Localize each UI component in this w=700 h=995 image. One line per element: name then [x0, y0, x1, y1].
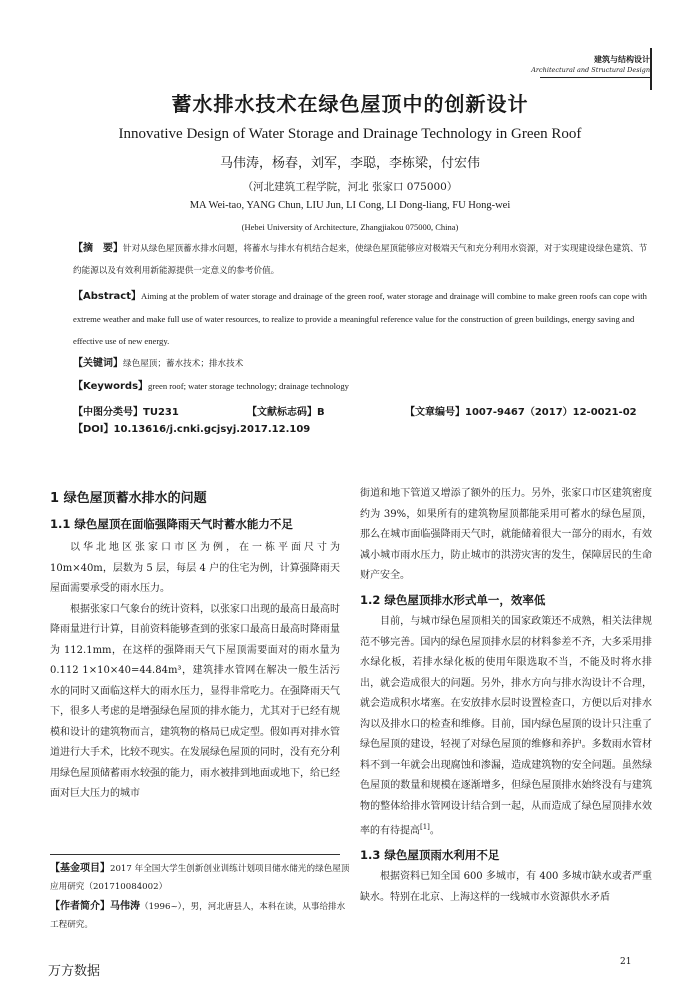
right-column	[360, 484, 652, 908]
keywords-cn-text: 绿色屋顶；蓄水技术；排水技术	[123, 359, 244, 369]
keywords-en	[73, 375, 655, 398]
keywords-en-text: green roof; water storage technology; drainage technology	[148, 381, 349, 391]
section-1-3-heading: 1.3 绿色屋顶雨水利用不足	[360, 847, 500, 862]
clc-code: 【中图分类号】TU231	[73, 407, 179, 418]
paragraph	[360, 612, 652, 842]
fund-text: 2017 年全国大学生创新创业训练计划项目储水储光的绿色屋顶应用研究（201710084002）	[50, 864, 350, 892]
author-text: （1996~），男，河北唐县人，本科在读，从事给排水工程研究。	[50, 902, 346, 930]
abstract-en-label: 【Abstract】	[73, 291, 142, 302]
citation-ref[interactable]: [1]	[420, 823, 430, 831]
paragraph: 以华北地区张家口市区为例，在一栋平面尺寸为 10m×40m，层数为 5 层，每层 4 户的住宅为例，计算强降雨天屋面需要承受的雨水压力。	[50, 542, 340, 594]
abstract-cn-label: 【摘 要】	[73, 243, 123, 254]
abstract-en-text: Aiming at the problem of water storage and drainage of the green roof, water storage and drainage will combine to make green roofs can cope with extreme weather and make full use of water resources, to realize to provide a meaningful reference value for the construction of green buildings, energy saving and effective use of new energy.	[73, 291, 647, 346]
left-column	[50, 489, 340, 805]
title-en: Innovative Design of Water Storage and Drainage Technology in Green Roof	[118, 126, 582, 142]
header-section-en: Architectural and Structural Design	[531, 66, 650, 74]
author-name: 马伟涛	[110, 901, 140, 912]
affiliation-cn: （河北建筑工程学院，河北 张家口 075000）	[242, 181, 458, 193]
header-rule	[540, 77, 650, 78]
paragraph: 街道和地下管道又增添了额外的压力。另外，张家口市区建筑密度约为 39%，如果所有的建筑物屋顶都能采用可蓄水的绿色屋顶，那么在城市面临强降雨天气时，就能储着很大一部分的雨水，有效减小城市雨水压力，防止城市的洪涝灾害的发生，保障居民的生命财产安全。	[360, 488, 652, 581]
paragraph: 根据资料已知全国 600 多城市，有 400 多城市缺水或者严重缺水。特别在北京、上海这样的一线城市水资源供水矛盾	[360, 871, 652, 903]
keywords-cn-label: 【关键词】	[73, 358, 123, 369]
affiliation-en: (Hebei University of Architecture, Zhangjiakou 075000, China)	[241, 222, 459, 232]
article-number: 【文章编号】1007-9467（2017）12-0021-02	[405, 407, 637, 418]
paragraph-text: 目前，与城市绿色屋顶相关的国家政策还不成熟，相关法律规范不够完善。国内的绿色屋顶排水层的材料参差不齐，大多采用排水绿化板，若排水绿化板的使用年限选取不当，不能及时将水排出，就会造成很大的问题。另外，排水方向与排水沟设计不合理，就会造成积水堵塞。在安放排水层时设置检查口，方便以后对排水沟以及排水口的检查和维修。目前，国内绿色屋顶的设计只注重了绿色屋顶的建设，轻视了对绿色屋顶的维修和养护。多数雨水管材料不到一年就会出现腐蚀和渗漏，造成建筑物的安全问题。虽然绿色屋顶的数量和规模在逐渐增多，但绿色屋顶排水始终没有与建筑物的整体给排水管网设计结合到一起，从而造成了绿色屋顶排水效率的有待提高	[360, 616, 652, 837]
section-1-heading: 1 绿色屋顶蓄水排水的问题	[50, 491, 207, 506]
title-cn: 蓄水排水技术在绿色屋顶中的创新设计	[171, 92, 529, 116]
authors-en: MA Wei-tao, YANG Chun, LIU Jun, LI Cong, LI Dong-liang, FU Hong-wei	[189, 200, 511, 211]
keywords-en-label: 【Keywords】	[73, 381, 149, 392]
abstract-cn	[73, 238, 655, 282]
watermark: 万方数据	[48, 964, 101, 979]
abstract-cn-text: 针对从绿色屋顶蓄水排水问题，将蓄水与排水有机结合起来，使绿色屋顶能够应对极端天气和充分利用水资源，对于实现建设绿色建筑、节约能源以及有效利用新能源提供一定意义的参考价值。	[73, 244, 648, 276]
page-number: 21	[620, 957, 632, 967]
keywords-cn	[73, 353, 655, 375]
footnote-author	[50, 898, 350, 934]
doc-code: 【文献标志码】B	[247, 407, 325, 418]
header-rule-vertical	[650, 48, 652, 90]
fund-label: 【基金项目】	[50, 863, 110, 874]
section-1-1-heading: 1.1 绿色屋顶在面临强降雨天气时蓄水能力不足	[50, 516, 293, 531]
footnote-fund	[50, 860, 350, 896]
header-section-cn: 建筑与结构设计	[594, 55, 650, 64]
footnote-rule	[50, 854, 340, 855]
paragraph-end: 。	[429, 825, 440, 837]
abstract-en	[73, 285, 655, 352]
doi: 【DOI】10.13616/j.cnki.gcjsyj.2017.12.109	[73, 424, 311, 435]
authors-cn: 马伟涛，杨春，刘军，李聪，李栋梁，付宏伟	[219, 156, 480, 171]
author-label: 【作者简介】	[50, 901, 110, 912]
paragraph: 根据张家口气象台的统计资料，以张家口出现的最高日最高时降雨量进行计算，目前资料能够查到的张家口最高日最高时降雨量为 112.1mm，在这样的强降雨天气下屋顶需要面对的雨水量为 0.112 1×10×40=44.84m³，建筑排水管网在解决一般生活污水的同时又面临这样大的雨水压力，显得非常吃力。在强降雨天气下，很多人考虑的是增强绿色屋顶的排水能力，尤其对于已经有规模和设计的建筑物而言，建筑物的格局已成定型。假如再对排水管道进行大手术，比较不现实。在发展绿色屋顶的同时，没有充分利用绿色屋顶储蓄雨水较强的能力，雨水被排到地面或地下，给已经面对巨大压力的城市	[50, 603, 340, 799]
section-1-2-heading: 1.2 绿色屋顶排水形式单一，效率低	[360, 592, 546, 607]
